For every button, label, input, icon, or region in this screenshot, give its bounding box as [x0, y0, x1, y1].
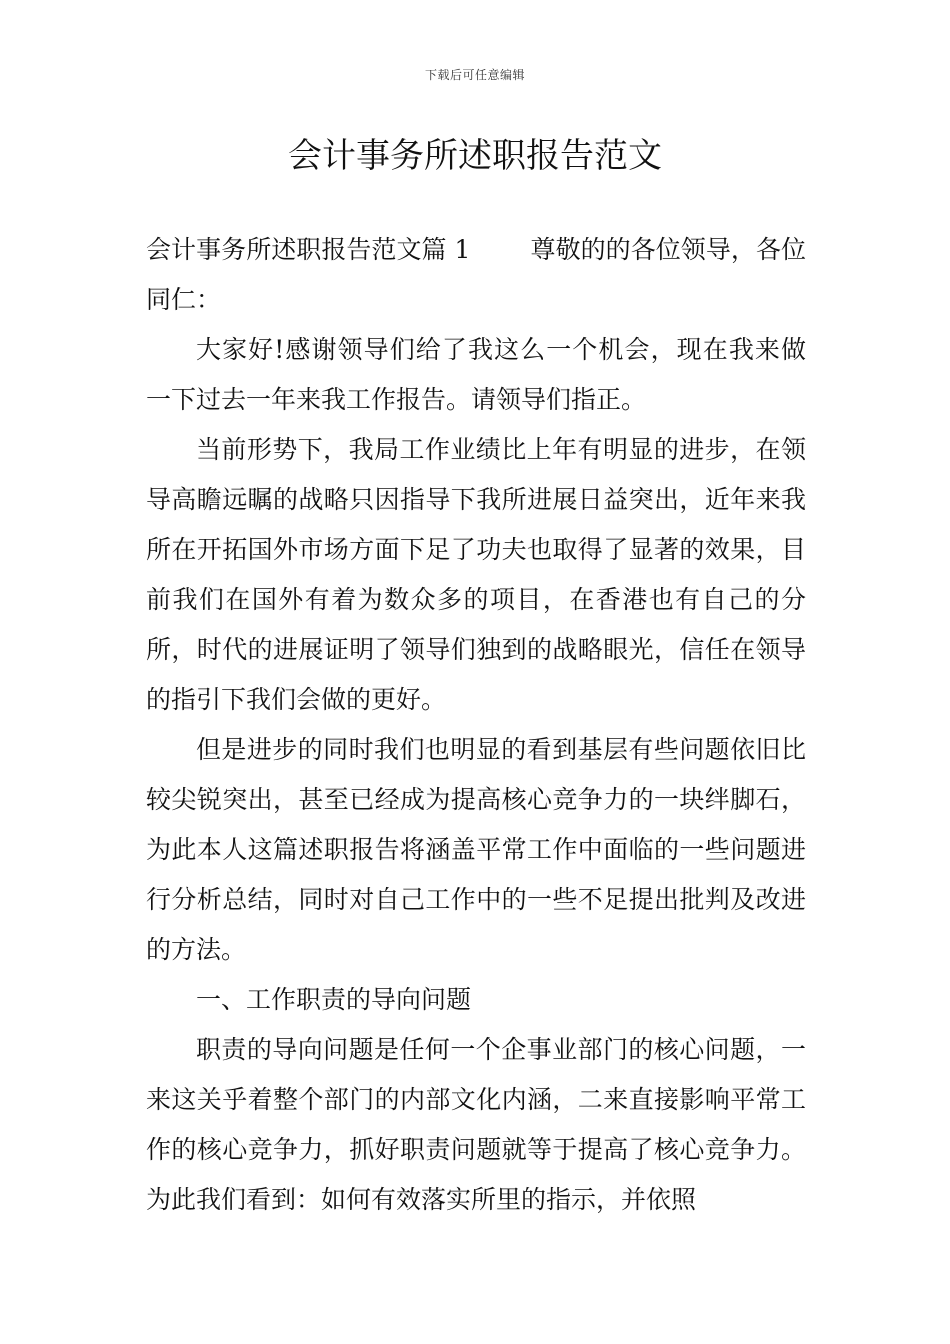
paragraph-greeting: 大家好!感谢领导们给了我这么一个机会，现在我来做一下过去一年来我工作报告。请领导们指正。 — [146, 335, 806, 414]
header-note: 下载后可任意编辑 — [424, 68, 525, 82]
paragraph-problems: 但是进步的同时我们也明显的看到基层有些问题依旧比较尖锐突出，甚至已经成为提高核心竞争力的一块绊脚石，为此本人这篇述职报告将涵盖平常工作中面临的一些问题进行分析总结，同时对自己工作中的一些不足提出批判及改进的方法。 — [146, 735, 806, 964]
document-title: 会计事务所述职报告范文 — [288, 136, 662, 176]
salutation: 尊敬的的各位领导，各位同仁： — [146, 235, 806, 314]
paragraph-duty: 职责的导向问题是任何一个企事业部门的核心问题，一来这关乎着整个部门的内部文化内涵，二来直接影响平常工作的核心竞争力，抓好职责问题就等于提高了核心竞争力。为此我们看到：如何有效落实所里的指示，并依照 — [146, 1035, 806, 1214]
intro-paragraph — [146, 225, 806, 325]
paragraph-situation: 当前形势下，我局工作业绩比上年有明显的进步，在领导高瞻远瞩的战略只因指导下我所进展日益突出，近年来我所在开拓国外市场方面下足了功夫也取得了显著的效果，目前我们在国外有着为数众多的项目，在香港也有自己的分所，时代的进展证明了领导们独到的战略眼光，信任在领导的指引下我们会做的更好。 — [146, 435, 806, 714]
section-heading: 一、工作职责的导向问题 — [196, 985, 472, 1014]
document-body — [146, 225, 806, 1225]
article-label: 会计事务所述职报告范文篇 1 — [146, 235, 471, 264]
